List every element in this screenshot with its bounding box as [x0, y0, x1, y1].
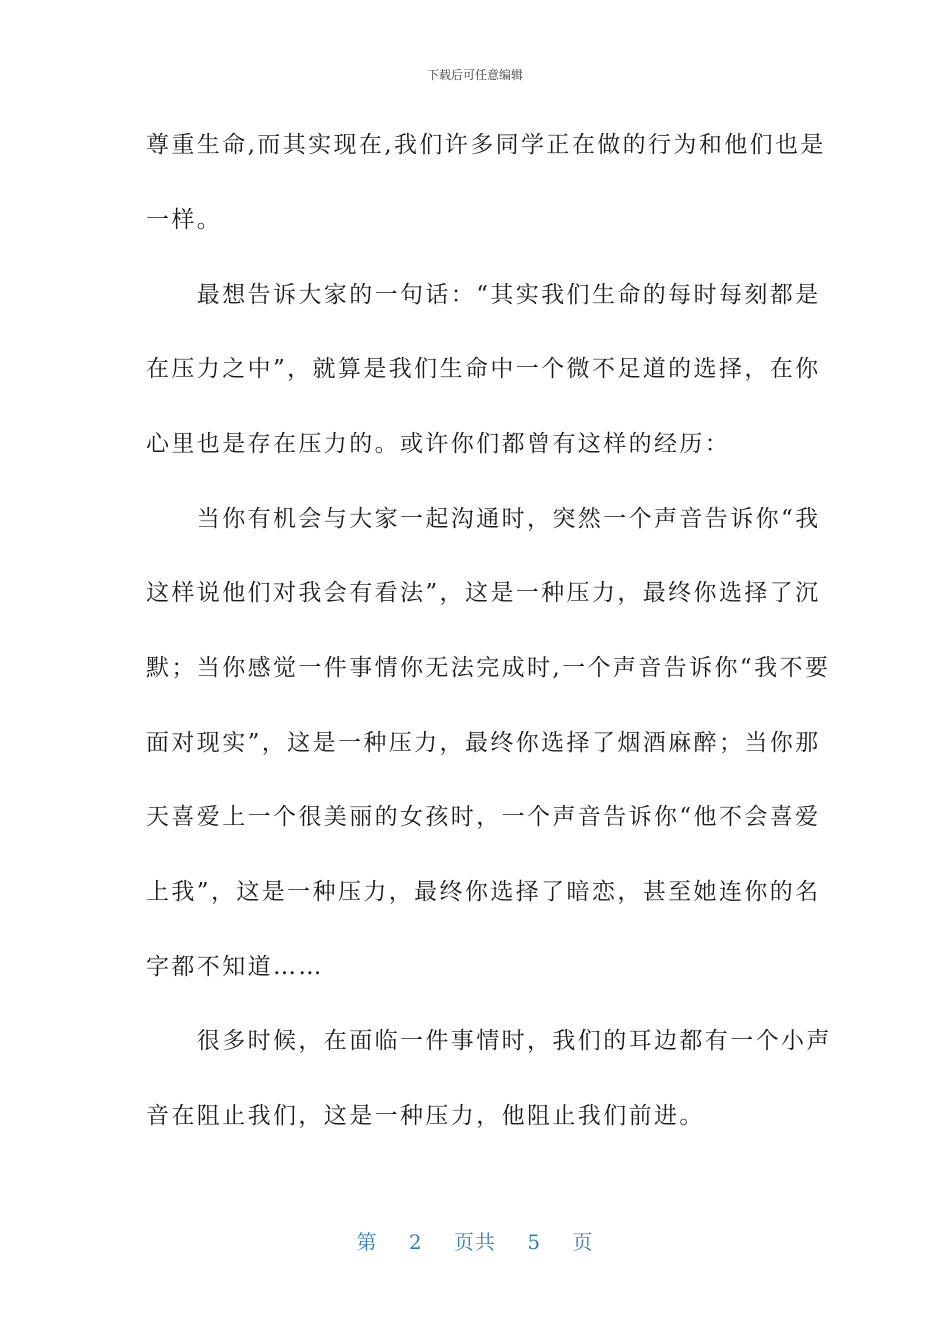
current-page-number: 2 [408, 1230, 423, 1254]
body-line: 天喜爱上一个很美丽的女孩时，一个声音告诉你“他不会喜爱 [146, 804, 821, 830]
body-line: 尊重生命,而其实现在,我们许多同学正在做的行为和他们也是 [146, 132, 826, 158]
footer-suffix: 页 [572, 1230, 594, 1254]
body-line: 面对现实”，这是一种压力，最终你选择了烟酒麻醉；当你那 [146, 730, 821, 756]
total-page-number: 5 [527, 1230, 542, 1254]
body-line: 最想告诉大家的一句话：“其实我们生命的每时每刻都是 [146, 282, 821, 308]
body-line: 心里也是存在压力的。或许你们都曾有这样的经历： [146, 431, 731, 457]
page-header: 下载后可任意编辑 [426, 68, 523, 82]
body-line: 当你有机会与大家一起沟通时，突然一个声音告诉你“我 [146, 506, 821, 532]
body-line: 上我”，这是一种压力，最终你选择了暗恋，甚至她连你的名 [146, 879, 821, 905]
footer-prefix: 第 [356, 1230, 378, 1254]
body-line: 这样说他们对我会有看法”，这是一种压力，最终你选择了沉 [146, 580, 821, 606]
body-line: 音在阻止我们，这是一种压力，他阻止我们前进。 [146, 1103, 705, 1129]
footer-middle: 页共 [454, 1230, 496, 1254]
page-footer [0, 1226, 950, 1255]
body-line: 很多时候，在面临一件事情时，我们的耳边都有一个小声 [146, 1028, 832, 1054]
body-line: 在压力之中”，就算是我们生命中一个微不足道的选择，在你 [146, 356, 821, 382]
body-line: 默；当你感觉一件事情你无法完成时,一个声音告诉你“我不要 [146, 655, 831, 681]
body-line: 一样。 [146, 207, 223, 233]
body-line: 字都不知道…… [146, 954, 324, 980]
